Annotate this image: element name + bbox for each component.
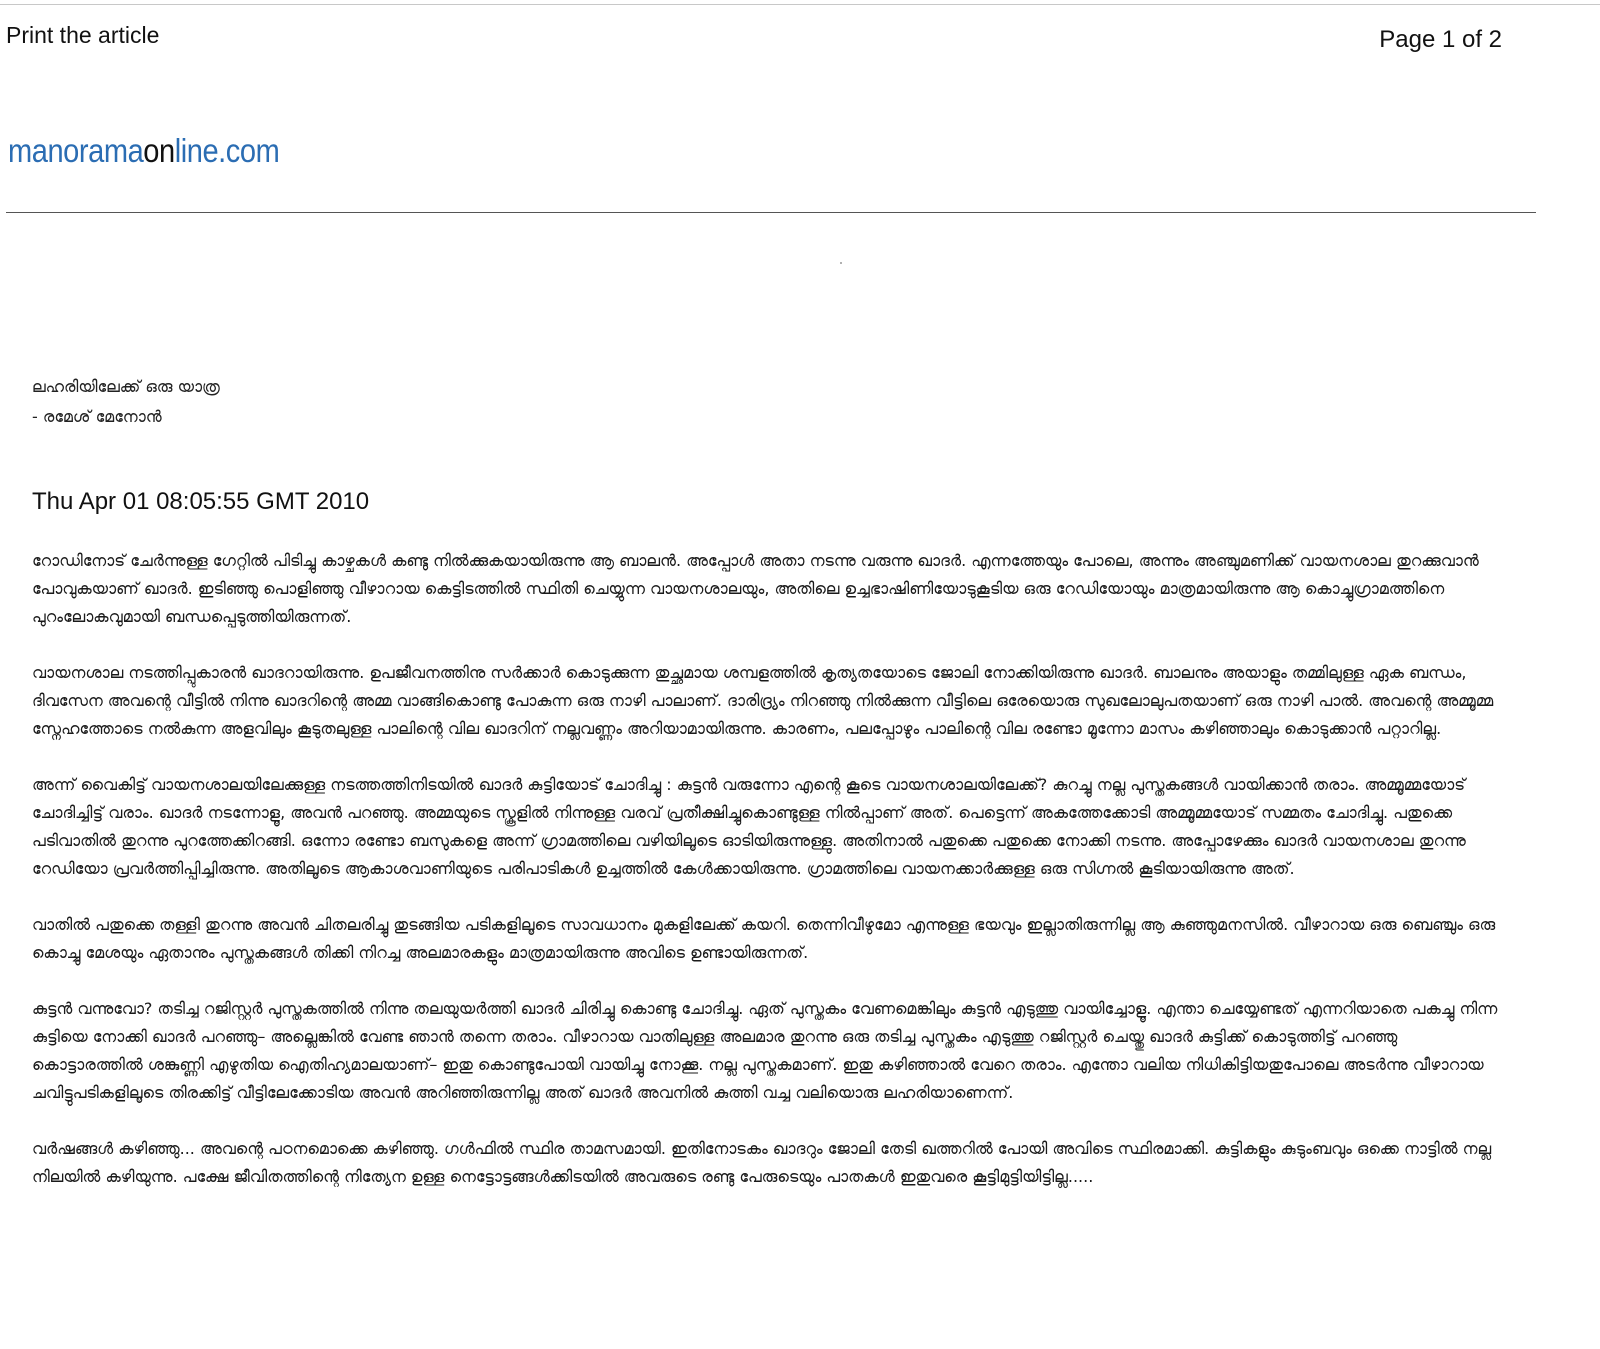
article-paragraph-3: അന്ന് വൈകിട്ട് വായനശാലയിലേക്കുള്ള നടത്തത്തിനിടയിൽ ഖാദർ കുട്ടിയോട് ചോദിച്ചു : കുട്ടൻ വരുന്നോ എന്റെ കൂടെ വായനശാലയിലേക്ക്? കുറച്ചു നല്ല പുസ്തകങ്ങൾ വായിക്കാൻ തരാം. അമ്മൂമ്മയോട് ചോദിച്ചിട്ട് വരാം. ഖാദർ നടന്നോളൂ, അവൻ പറഞ്ഞു. അമ്മയുടെ സ്കൂളിൽ നിന്നുള്ള വരവ് പ്രതീക്ഷിച്ചുകൊണ്ടുള്ള നിൽപ്പാണ് അത്. പെട്ടെന്ന് അകത്തേക്കോടി അമ്മൂമ്മയോട് സമ്മതം ചോദിച്ചു. പതുക്കെ പടിവാതിൽ തുറന്നു പുറത്തേക്കിറങ്ങി. ഒന്നോ രണ്ടോ ബസുകളെ അന്ന് ഗ്രാമത്തിലെ വഴിയിലൂടെ ഓടിയിരുന്നുള്ളു. അതിനാൽ പതുക്കെ പതുക്കെ നോക്കി നടന്നു. അപ്പോഴേക്കും ഖാദർ വായനശാല തുറന്നു റേഡിയോ പ്രവർത്തിപ്പിച്ചിരുന്നു. അതിലൂടെ ആകാശവാണിയുടെ പരിപാടികൾ ഉച്ചത്തിൽ കേൾക്കായിരുന്നു. ഗ്രാമത്തിലെ വായനക്കാർക്കുള്ള ഒരു സിഗ്നൽ കൂടിയായിരുന്നു അത്. xyxy=(32,775,1466,878)
header-divider xyxy=(6,212,1536,213)
article-body xyxy=(32,547,1507,1219)
site-logo[interactable] xyxy=(8,132,279,170)
article-paragraph-1: റോഡിനോട് ചേർന്നുള്ള ഗേറ്റിൽ പിടിച്ചു കാഴ്ചകൾ കണ്ടു നിൽക്കുകയായിരുന്നു ആ ബാലൻ. അപ്പോൾ അതാ നടന്നു വരുന്നു ഖാദർ. എന്നത്തേയും പോലെ, അന്നും അഞ്ചുമണിക്ക് വായനശാല തുറക്കുവാൻ പോവുകയാണ് ഖാദർ. ഇടിഞ്ഞു പൊളിഞ്ഞു വീഴാറായ കെട്ടിടത്തിൽ സ്ഥിതി ചെയ്യുന്ന വായനശാലയും, അതിലെ ഉച്ചഭാഷിണിയോടുകൂടിയ ഒരു റേഡിയോയും മാത്രമായിരുന്നു ആ കൊച്ചുഗ്രാമത്തിനെ പുറംലോകവുമായി ബന്ധപ്പെടുത്തിയിരുന്നത്. xyxy=(32,551,1479,626)
article-title: ലഹരിയിലേക്ക് ഒരു യാത്ര xyxy=(32,377,220,396)
scan-speck xyxy=(840,262,842,264)
article-paragraph-5: കുട്ടൻ വന്നുവോ? തടിച്ച റജിസ്റ്റർ പുസ്തകത്തിൽ നിന്നു തലയുയർത്തി ഖാദർ ചിരിച്ചു കൊണ്ടു ചോദിച്ചു. ഏത് പുസ്തകം വേണമെങ്കിലും കുട്ടൻ എടുത്തു വായിച്ചോളൂ. എന്താ ചെയ്യേണ്ടത് എന്നറിയാതെ പകച്ചു നിന്ന കുട്ടിയെ നോക്കി ഖാദർ പറഞ്ഞു– അല്ലെങ്കിൽ വേണ്ട ഞാൻ തന്നെ തരാം. വീഴാറായ വാതിലുള്ള അലമാര തുറന്നു ഒരു തടിച്ച പുസ്തകം എടുത്തു റജിസ്റ്റർ ചെയ്തു ഖാദർ കുട്ടിക്ക് കൊടുത്തിട്ട് പറഞ്ഞു കൊട്ടാരത്തിൽ ശങ്കുണ്ണി എഴുതിയ ഐതിഹ്യമാലയാണ്– ഇതു കൊണ്ടുപോയി വായിച്ചു നോക്കൂ. നല്ല പുസ്തകമാണ്. ഇതു കഴിഞ്ഞാൽ വേറെ തരാം. എന്തോ വലിയ നിധികിട്ടിയതുപോലെ അടർന്നു വീഴാറായ ചവിട്ടുപടികളിലൂടെ തിരക്കിട്ട് വീട്ടിലേക്കോടിയ അവൻ അറിഞ്ഞിരുന്നില്ല അത് ഖാദർ അവനിൽ കുത്തി വച്ച വലിയൊരു ലഹരിയാണെന്ന്. xyxy=(32,999,1498,1102)
logo-text-line: line.com xyxy=(174,132,280,169)
print-article-link[interactable]: Print the article xyxy=(6,22,160,48)
article-date: Thu Apr 01 08:05:55 GMT 2010 xyxy=(32,488,370,515)
article-paragraph-6: വർഷങ്ങൾ കഴിഞ്ഞു... അവന്റെ പഠനമൊക്കെ കഴിഞ്ഞു. ഗൾഫിൽ സ്ഥിര താമസമായി. ഇതിനോടകം ഖാദറും ജോലി തേടി ഖത്തറിൽ പോയി അവിടെ സ്ഥിരമാക്കി. കുട്ടികളും കുടുംബവും ഒക്കെ നാട്ടിൽ നല്ല നിലയിൽ കഴിയുന്നു. പക്ഷേ ജീവിതത്തിന്റെ നിത്യേന ഉള്ള നെട്ടോട്ടങ്ങൾക്കിടയിൽ അവരുടെ രണ്ടു പേരുടെയും പാതകൾ ഇതുവരെ കൂട്ടിമുട്ടിയിട്ടില്ല..... xyxy=(32,1139,1492,1186)
logo-text-on: on xyxy=(143,132,175,169)
page-indicator: Page 1 of 2 xyxy=(1379,26,1502,53)
top-rule xyxy=(0,4,1600,5)
article-paragraph-4: വാതിൽ പതുക്കെ തള്ളി തുറന്നു അവൻ ചിതലരിച്ചു തുടങ്ങിയ പടികളിലൂടെ സാവധാനം മുകളിലേക്ക് കയറി. തെന്നിവീഴുമോ എന്നുള്ള ഭയവും ഇല്ലാതിരുന്നില്ല ആ കുഞ്ഞുമനസിൽ. വീഴാറായ ഒരു ബെഞ്ചും ഒരു കൊച്ചു മേശയും ഏതാനും പുസ്തകങ്ങൾ തിക്കി നിറച്ച അലമാരകളും മാത്രമായിരുന്നു അവിടെ ഉണ്ടായിരുന്നത്. xyxy=(32,915,1496,962)
article-paragraph-2: വായനശാല നടത്തിപ്പുകാരൻ ഖാദറായിരുന്നു. ഉപജീവനത്തിനു സർക്കാർ കൊടുക്കുന്ന തുച്ഛമായ ശമ്പളത്തിൽ കൃത്യതയോടെ ജോലി നോക്കിയിരുന്നു ഖാദർ. ബാലനും അയാളും തമ്മിലുള്ള ഏക ബന്ധം, ദിവസേന അവന്റെ വീട്ടിൽ നിന്നു ഖാദറിന്റെ അമ്മ വാങ്ങികൊണ്ടു പോകുന്ന ഒരു നാഴി പാലാണ്. ദാരിദ്ര്യം നിറഞ്ഞു നിൽക്കുന്ന വീട്ടിലെ ഒരേയൊരു സുഖലോലുപതയാണ് ഒരു നാഴി പാൽ. അവന്റെ അമ്മൂമ്മ സ്നേഹത്തോടെ നൽകുന്ന അളവിലും കൂടുതലുള്ള പാലിന്റെ വില ഖാദറിന് നല്ലവണ്ണം അറിയാമായിരുന്നു. കാരണം, പലപ്പോഴും പാലിന്റെ വില രണ്ടോ മൂന്നോ മാസം കഴിഞ്ഞാലും കൊടുക്കാൻ പറ്റാറില്ല. xyxy=(32,663,1494,738)
article-author: - രമേശ് മേനോൻ xyxy=(32,407,162,426)
logo-text-manorama: manorama xyxy=(8,132,144,169)
